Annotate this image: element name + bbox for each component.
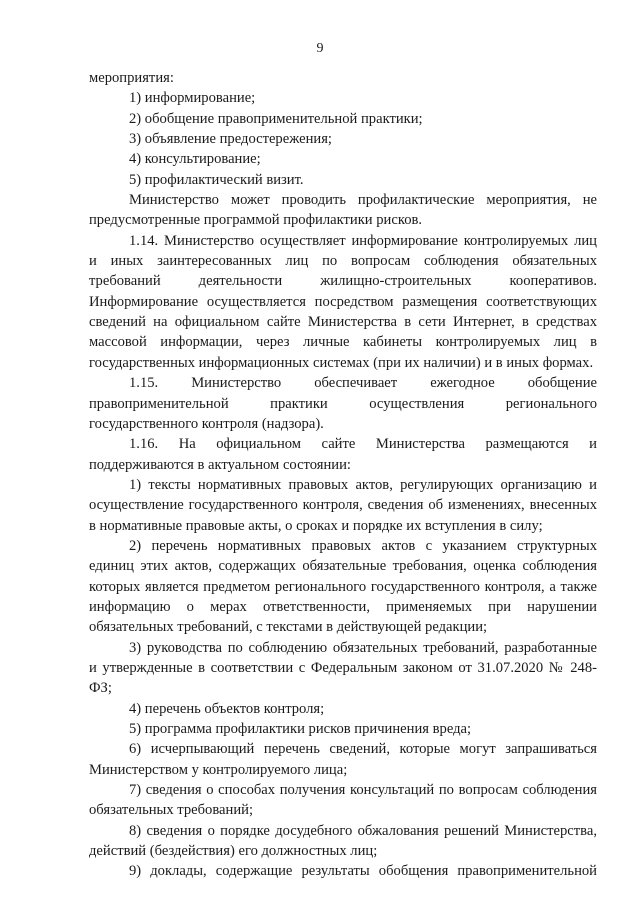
text-line: мероприятия: (89, 70, 174, 86)
text-line: осуществление государственного контроля, сведения об изменениях, внесенных (89, 497, 597, 514)
text-line: действий (бездействия) его должностных лиц; (89, 843, 378, 860)
text-line: 2) перечень нормативных правовых актов с указанием структурных (129, 537, 597, 554)
text-line: единиц этих актов, содержащих обязательные требования, оценка соблюдения (89, 558, 597, 575)
text-line: 4) консультирование; (129, 151, 261, 168)
text-line: 8) сведения о порядке досудебного обжалования решений Министерства, (129, 822, 597, 839)
text-line: поддерживаются в актуальном состоянии: (89, 456, 351, 473)
text-line: 1) тексты нормативных правовых актов, регулирующих организацию и (129, 476, 597, 493)
text-line: государственного контроля (надзора). (89, 415, 324, 432)
text-line: и утвержденные в соответствии с Федеральным законом от 31.07.2020 № 248- (89, 659, 597, 676)
text-line: 7) сведения о способах получения консультаций по вопросам соблюдения (129, 782, 597, 799)
text-line: ФЗ; (89, 680, 112, 697)
text-line: информацию о мерах ответственности, применяемых при нарушении (89, 598, 597, 615)
text-line: 4) перечень объектов контроля; (129, 700, 325, 717)
text-line: в нормативные правовые акты, о сроках и порядке их вступления в силу; (89, 517, 543, 534)
text-line: которых является предметом регионального государственного контроля, а также (89, 578, 597, 595)
text-line: обязательных требований; (89, 802, 254, 819)
text-line: 3) руководства по соблюдению обязательных требований, разработанные (129, 639, 597, 656)
text-line: государственных информационных системах (при их наличии) и в иных формах. (89, 354, 594, 371)
document-body (89, 68, 597, 882)
page-number: 9 (316, 41, 324, 56)
text-line: 1.14. Министерство осуществляет информирование контролируемых лиц (129, 232, 597, 249)
text-line: Министерство может проводить профилактические мероприятия, не (129, 192, 597, 209)
text-line: 5) программа профилактики рисков причинения вреда; (129, 721, 472, 737)
text-line: правоприменительной практики осуществления регионального (89, 395, 597, 412)
text-line: 5) профилактический визит. (129, 171, 304, 188)
text-line: Информирование осуществляется посредством размещения соответствующих (89, 293, 597, 310)
text-line: требований деятельности жилищно-строительных кооперативов. (89, 273, 597, 290)
text-line: 6) исчерпывающий перечень сведений, которые могут запрашиваться (129, 741, 597, 758)
text-line: и иных заинтересованных лиц по вопросам соблюдения обязательных (89, 253, 597, 270)
text-line: массовой информации, через личные кабинеты контролируемых лиц в (89, 334, 597, 351)
text-line: 1) информирование; (129, 90, 256, 107)
text-line: 2) обобщение правоприменительной практики; (129, 110, 423, 127)
text-line: обязательных требований, с текстами в действующей редакции; (89, 619, 488, 636)
text-line: предусмотренные программой профилактики рисков. (89, 212, 423, 229)
text-line: 9) доклады, содержащие результаты обобщения правоприменительной (129, 863, 597, 880)
text-line: Министерством у контролируемого лица; (89, 761, 348, 778)
text-line: 3) объявление предостережения; (129, 131, 332, 148)
text-line: 1.16. На официальном сайте Министерства размещаются и (129, 436, 597, 453)
text-line: 1.15. Министерство обеспечивает ежегодное обобщение (129, 375, 597, 392)
text-line: сведений на официальном сайте Министерства в сети Интернет, в средствах (89, 314, 597, 331)
